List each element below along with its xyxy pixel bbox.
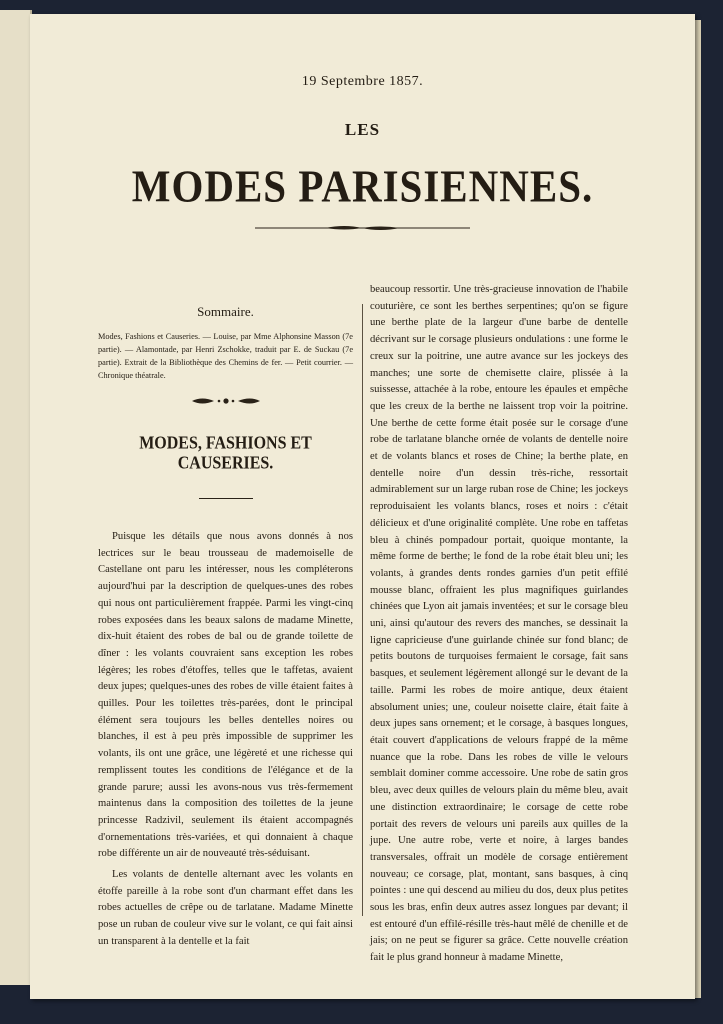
masthead-article: LES <box>344 120 381 139</box>
sommaire-text: Modes, Fashions et Causeries. — Louise, par Mme Alphonsine Masson (7e partie). — Alamontade, par Henri Zschokke, traduit par E. de Suckau (7e partie). Extrait de la Bibliothèque des Chemins de fer. — Petit courrier. — Chronique théatrale. <box>98 332 353 380</box>
newspaper-page <box>30 14 695 999</box>
article-paragraph-2: Les volants de dentelle alternant avec les volants en étoffe pareille à la robe sont d'un charmant effet dans les robes actuelles de crêpe ou de tarlatane. Madame Minette pose un ruban de couleur vive sur le volant, ce qui fait ainsi un transparent à la dentelle et la fait <box>98 869 353 947</box>
adjacent-page-edge <box>0 10 32 985</box>
section-ornament <box>190 396 262 406</box>
sommaire-heading: Sommaire. <box>197 304 254 319</box>
masthead-ornamental-rule <box>255 224 470 232</box>
left-column <box>98 304 353 951</box>
column-divider <box>362 304 363 916</box>
page-right-edge <box>695 20 701 998</box>
masthead-title: MODES PARISIENNES. <box>131 160 594 212</box>
article-heading: MODES, FASHIONS ET CAUSERIES. <box>139 434 312 473</box>
article-continuation: beaucoup ressortir. Une très-gracieuse innovation de l'habile couturière, ce sont les berthes serpentines; qu'on se figure une berthe plate de la largeur d'une barbe de dentelle décrivant sur le corsage plusieurs ondulations : une forme le creux sur la poitrine, une autre avance sur les jockeys des manches; une sorte de chemisette claire, plissée à la suissesse, attachée à la robe, entoure les épaules et empêche que les creux de la berthe ne laissent trop voir la poitrine. Une berthe de cette forme était posée sur le corsage d'une robe de tarlatane blanche ornée de volants de dentelle noire et de volants blancs et roses de Chine; la berthe plate, en dentelle noire d'un dessin très-riche, ressortait admirablement sur un large ruban rose de Chine; les jockeys reproduisaient les volants blancs, roses et noirs : c'était délicieux et d'une originalité complète. Une robe en taffetas bleu à chinés pompadour portait, quoique montante, la même forme de berthe; le fond de la robe était bleu uni; les volants, à grandes dents rondes garnies d'un petit effilé mousse blanc, offraient les plus magnifiques guirlandes chinées que Lyon ait jamais inventées; et sur le corsage bleu uni, ainsi qu'autour des revers des manches, se dessinait la ligne capricieuse d'une guirlande chinée sur fond blanc; de petits boutons de turquoises fermaient le corsage, fait sans basques, et seulement légèrement allongé sur le devant de la taille. Parmi les robes de moire antique, deux étaient absolument unies; une, couleur noisette claire, était faite à deux jupes sans ornement; et le corsage, à basques longues, était couvert d'applications de velours frappé de la même nuance que la robe. Dans les robes de ville le velours semblait dominer comme accessoire. Une robe de satin gros bleu, avec deux quilles de velours plain du même bleu, avait une distinction extraordinaire; le corsage de cette robe portait des revers de velours uni pareils aux quilles de la jupe. Une autre robe, verte et noire, à larges bandes transversales, offrait un modèle de corsage entièrement nouveau; ce corsage, plat, montant, sans basques, à cinq pointes : une qui descend au milieu du dos, deux plus petites sous les bras, enfin deux autres assez longues par devant; il est entouré d'un effilé-résille très-haut mêlé de chenille et de jais; on ne peut se figurer sa grâce. Cette nouvelle création fait le plus grand honneur à madame Minette, <box>370 284 628 964</box>
issue-date: 19 Septembre 1857. <box>301 74 424 89</box>
heading-rule <box>199 498 253 499</box>
article-paragraph-1: Puisque les détails que nous avons donnés à nos lectrices sur le beau trousseau de mademoiselle de Castellane ont paru les intéresser, nous les compléterons aujourd'hui par la description de quelques-unes des robes qui nous ont particulièrement frappée. Parmi les vingt-cinq robes exposées dans les beaux salons de madame Minette, dix-huit étaient des robes de bal ou de grande toilette de dîner : les volants couvraient sans exception les robes légères; les robes d'étoffes, telles que le taffetas, avaient deux jupes; quelques-unes des robes de ville étaient faites à quilles. Pour les toilettes très-parées, dont le principal élément sera toujours les belles dentelles noires ou blanches, il est à peu près impossible de supprimer les volants, ils ont une grâce, une légèreté et une richesse qui remplissent toutes les conditions de l'élégance et de la grande parure; aussi les avons-nous vus très-fermement maintenus dans la composition des toilettes de la jeune princesse Radzivil, seulement ils étaient accompagnés d'ornementations très-variées, et qui donnaient à chaque robe différente un air de nouveauté très-séduisant. <box>98 531 353 860</box>
right-column <box>370 282 628 967</box>
